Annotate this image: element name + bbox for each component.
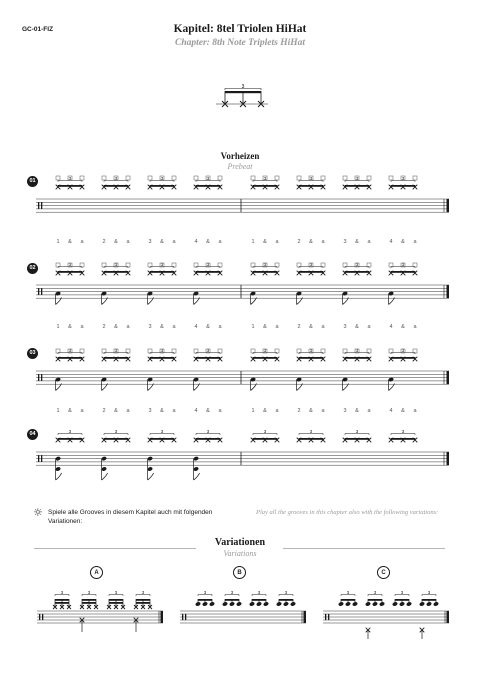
groove-03-count-label: a <box>218 408 222 414</box>
groove-04-triplet-tuplet-number: 3 <box>114 429 118 434</box>
warmup-title: Vorheizen <box>220 151 260 161</box>
groove-03-count-label: 3 <box>343 408 347 414</box>
variation-label-a: A <box>90 566 103 579</box>
variation-c-end-barline <box>447 611 450 623</box>
variation-a-triplet-tuplet-number: 3 <box>60 590 64 595</box>
groove-01-count-label: 3 <box>148 239 152 245</box>
variation-a-clef <box>42 614 43 620</box>
groove-01-count-label: & <box>160 239 164 245</box>
variation-a-triplet-beam <box>109 602 123 604</box>
groove-02-triplet-tuplet-number: 3 <box>114 262 118 267</box>
groove-01-count-label: & <box>114 239 118 245</box>
variation-c-clef <box>328 614 329 620</box>
variation-c-triplet-beam <box>422 599 436 601</box>
groove-01-triplet-tuplet-number: 3 <box>114 176 118 181</box>
groove-01-count-label: 4 <box>194 239 198 245</box>
variation-a-triplet-tuplet-number: 3 <box>141 590 145 595</box>
groove-01-count-label: & <box>309 239 313 245</box>
groove-01-triplet-tuplet-number: 3 <box>160 176 164 181</box>
groove-01-count-label: a <box>218 239 222 245</box>
tip-english: Play all the grooves in this chapter also with the following variations: <box>256 509 439 516</box>
groove-03-count-label: & <box>309 408 313 414</box>
groove-01-count-label: & <box>206 239 210 245</box>
groove-01-count-label: & <box>68 239 72 245</box>
groove-02-triplet-tuplet-number: 3 <box>68 262 72 267</box>
groove-01-count-label: & <box>355 239 359 245</box>
variation-a-triplet-beam <box>109 599 123 601</box>
groove-04-triplet-tuplet-number: 3 <box>401 429 405 434</box>
variation-c-triplet-beam <box>341 599 355 601</box>
variation-b-triplet-beam <box>225 599 239 601</box>
variation-a-triplet-beam <box>136 602 150 604</box>
groove-03-count-label: & <box>160 408 164 414</box>
groove-02-count-label: a <box>275 324 279 330</box>
groove-04-triplet-tuplet-number: 3 <box>309 429 313 434</box>
variation-b-triplet-beam <box>279 599 293 601</box>
groove-03-triplet-tuplet-number: 3 <box>355 348 359 353</box>
groove-01-triplet-tuplet-number: 3 <box>206 176 210 181</box>
variation-a-triplet-beam <box>82 602 96 604</box>
groove-03-count-label: & <box>401 408 405 414</box>
groove-02-count-label: & <box>114 324 118 330</box>
groove-02-count-label: 3 <box>343 324 347 330</box>
variation-c-triplet-beam <box>395 599 409 601</box>
groove-03-count-label: 1 <box>251 408 255 414</box>
variation-b-triplet-tuplet-number: 3 <box>203 590 207 595</box>
groove-02-count-label: & <box>68 324 72 330</box>
groove-03-triplet-tuplet-number: 3 <box>68 348 72 353</box>
groove-03-triplet-tuplet-number: 3 <box>263 348 267 353</box>
groove-03-count-label: a <box>126 408 130 414</box>
variation-a-triplet-tuplet-number: 3 <box>114 590 118 595</box>
groove-02-triplet-tuplet-number: 3 <box>309 262 313 267</box>
groove-03-count-label: 2 <box>102 408 106 414</box>
groove-01-count-label: & <box>401 239 405 245</box>
tuplet-number: 3 <box>241 84 245 90</box>
groove-02-count-label: a <box>367 324 371 330</box>
variation-b-triplet-tuplet-number: 3 <box>230 590 234 595</box>
warmup-subtitle: Prebeat <box>227 162 253 171</box>
page-title: Kapitel: 8tel Triolen HiHat <box>173 23 307 35</box>
groove-01-count-label: a <box>367 239 371 245</box>
variation-a-clef <box>39 614 40 620</box>
groove-01-count-label: & <box>263 239 267 245</box>
groove-01-count-label: a <box>321 239 325 245</box>
variation-a-triplet-tuplet-number: 3 <box>87 590 91 595</box>
groove-03-count-label: a <box>172 408 176 414</box>
page-code: GC-01-FIZ <box>22 26 54 33</box>
groove-03-count-label: & <box>263 408 267 414</box>
groove-01-count-label: 1 <box>56 239 60 245</box>
variation-a-triplet-beam <box>82 599 96 601</box>
groove-02-count-label: & <box>206 324 210 330</box>
variation-a-triplet-beam <box>55 599 69 601</box>
groove-03-count-label: a <box>275 408 279 414</box>
variation-b-clef <box>182 614 183 620</box>
variation-label-b: B <box>233 566 246 579</box>
groove-02-triplet-tuplet-number: 3 <box>401 262 405 267</box>
groove-number-02: 02 <box>27 263 38 274</box>
groove-03-count-label: 1 <box>56 408 60 414</box>
groove-03-count-label: a <box>321 408 325 414</box>
variation-c-triplet-tuplet-number: 3 <box>427 590 431 595</box>
variation-label-c: C <box>377 566 390 579</box>
groove-02-count-label: & <box>355 324 359 330</box>
groove-03-count-label: 4 <box>194 408 198 414</box>
groove-03-count-label: 3 <box>148 408 152 414</box>
variation-a-end-barline <box>161 611 164 623</box>
variation-b-triplet-beam <box>198 599 212 601</box>
page-subtitle: Chapter: 8th Note Triplets HiHat <box>174 38 305 48</box>
groove-02-triplet-tuplet-number: 3 <box>355 262 359 267</box>
groove-02-count-label: 3 <box>148 324 152 330</box>
groove-04-triplet-tuplet-number: 3 <box>355 429 359 434</box>
groove-01-triplet-tuplet-number: 3 <box>401 176 405 181</box>
groove-04-triplet-tuplet-number: 3 <box>206 429 210 434</box>
groove-number-03: 03 <box>27 348 38 359</box>
tip-german: Spiele alle Grooves in diesem Kapitel auch mit folgenden Variationen: <box>48 509 213 525</box>
variation-c-triplet-tuplet-number: 3 <box>373 590 377 595</box>
groove-04-triplet-tuplet-number: 3 <box>263 429 267 434</box>
variations-title: Variationen <box>214 537 266 548</box>
groove-02-count-label: & <box>160 324 164 330</box>
groove-02-count-label: & <box>401 324 405 330</box>
groove-01-count-label: a <box>413 239 417 245</box>
groove-02-count-label: 1 <box>251 324 255 330</box>
groove-02-triplet-tuplet-number: 3 <box>206 262 210 267</box>
variation-b-clef <box>185 614 186 620</box>
groove-03-count-label: 2 <box>297 408 301 414</box>
groove-03-count-label: & <box>114 408 118 414</box>
groove-03-triplet-tuplet-number: 3 <box>401 348 405 353</box>
groove-02-count-label: a <box>126 324 130 330</box>
groove-03-count-label: 4 <box>389 408 393 414</box>
groove-03-triplet-tuplet-number: 3 <box>160 348 164 353</box>
groove-03-count-label: a <box>367 408 371 414</box>
groove-number-01: 01 <box>27 176 38 187</box>
groove-01-count-label: a <box>275 239 279 245</box>
groove-02-count-label: 4 <box>194 324 198 330</box>
groove-01-count-label: 2 <box>297 239 301 245</box>
groove-03-count-label: a <box>413 408 417 414</box>
groove-04-triplet-tuplet-number: 3 <box>68 429 72 434</box>
groove-03-count-label: a <box>80 408 84 414</box>
groove-03-count-label: & <box>68 408 72 414</box>
groove-01-count-label: a <box>126 239 130 245</box>
groove-01-count-label: a <box>80 239 84 245</box>
groove-01-triplet-tuplet-number: 3 <box>263 176 267 181</box>
groove-01-count-label: 3 <box>343 239 347 245</box>
groove-03-triplet-tuplet-number: 3 <box>206 348 210 353</box>
groove-01-count-label: a <box>172 239 176 245</box>
variation-b-triplet-tuplet-number: 3 <box>284 590 288 595</box>
groove-02-count-label: & <box>309 324 313 330</box>
variation-b-triplet-beam <box>252 599 266 601</box>
groove-03-count-label: & <box>355 408 359 414</box>
groove-01-triplet-tuplet-number: 3 <box>355 176 359 181</box>
groove-01-triplet-tuplet-number: 3 <box>309 176 313 181</box>
groove-02-count-label: 4 <box>389 324 393 330</box>
groove-02-count-label: a <box>80 324 84 330</box>
groove-01-count-label: 1 <box>251 239 255 245</box>
groove-03-triplet-tuplet-number: 3 <box>309 348 313 353</box>
lightbulb-icon: ☼ <box>33 506 43 519</box>
groove-02-count-label: a <box>413 324 417 330</box>
variation-a-triplet-beam <box>55 602 69 604</box>
variation-c-clef <box>325 614 326 620</box>
variation-b-end-barline <box>304 611 307 623</box>
groove-04-triplet-tuplet-number: 3 <box>160 429 164 434</box>
groove-02-triplet-tuplet-number: 3 <box>263 262 267 267</box>
groove-02-count-label: 2 <box>102 324 106 330</box>
variation-b-triplet-tuplet-number: 3 <box>257 590 261 595</box>
variation-a-triplet-beam <box>136 599 150 601</box>
groove-02-count-label: 2 <box>297 324 301 330</box>
variation-c-triplet-tuplet-number: 3 <box>346 590 350 595</box>
groove-01-count-label: 2 <box>102 239 106 245</box>
groove-02-count-label: a <box>321 324 325 330</box>
groove-02-triplet-tuplet-number: 3 <box>160 262 164 267</box>
groove-01-count-label: 4 <box>389 239 393 245</box>
variation-c-triplet-beam <box>368 599 382 601</box>
groove-03-count-label: & <box>206 408 210 414</box>
variation-c-triplet-tuplet-number: 3 <box>400 590 404 595</box>
groove-03-triplet-tuplet-number: 3 <box>114 348 118 353</box>
groove-01-triplet-tuplet-number: 3 <box>68 176 72 181</box>
groove-02-count-label: & <box>263 324 267 330</box>
groove-02-count-label: a <box>218 324 222 330</box>
groove-02-count-label: 1 <box>56 324 60 330</box>
variations-subtitle: Variations <box>223 549 257 558</box>
groove-number-04: 04 <box>27 429 38 440</box>
groove-02-count-label: a <box>172 324 176 330</box>
